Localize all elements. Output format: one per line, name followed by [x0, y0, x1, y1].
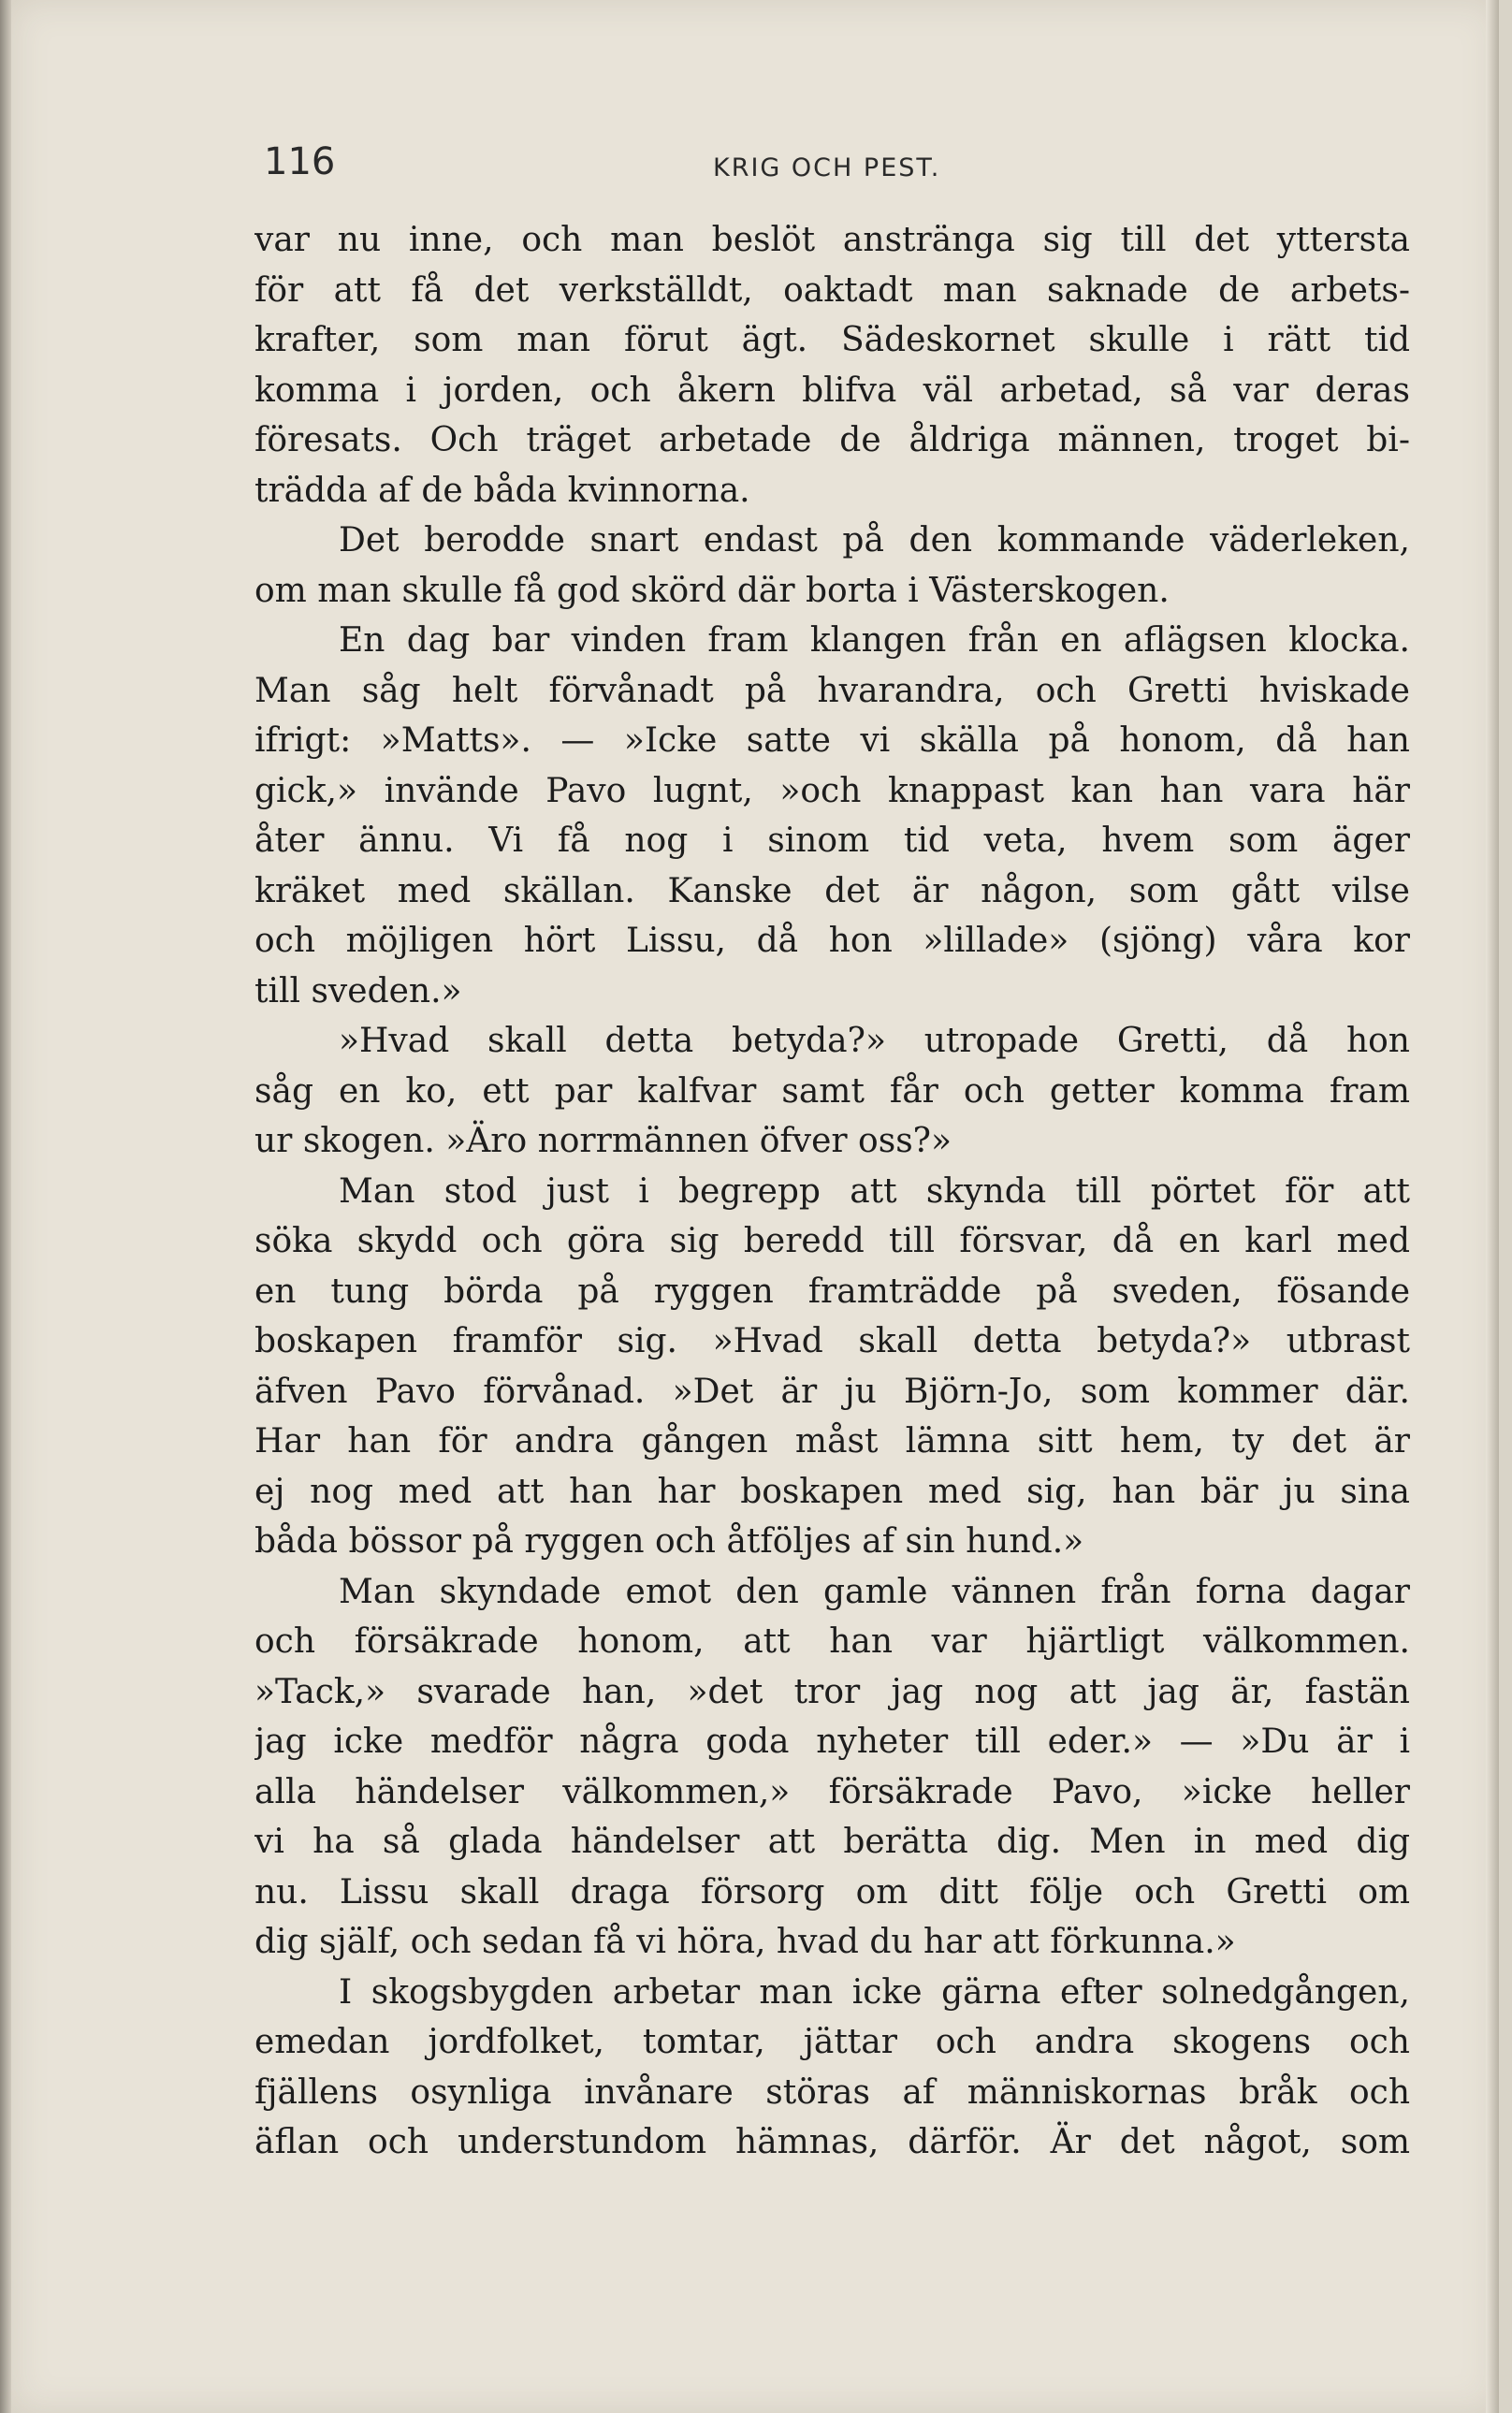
text-line: emedan jordfolket, tomtar, jättar och andra skogens och	[254, 2023, 1410, 2061]
text-line: ifrigt: »Matts». — »Icke satte vi skälla på honom, då han	[254, 721, 1410, 760]
text-line: I skogsbygden arbetar man icke gärna efter solnedgången,	[339, 1972, 1410, 2012]
text-line: föresats. Och träget arbetade de åldriga männen, troget bi-	[254, 421, 1410, 459]
text-line: båda bössor på ryggen och åtföljes af sin hund.»	[254, 1522, 1084, 1561]
text-line: Har han för andra gången måst lämna sitt hem, ty det är	[254, 1422, 1410, 1461]
text-line: ej nog med att han har boskapen med sig, han bär ju sina	[254, 1472, 1410, 1511]
text-line: Man stod just i begrepp att skynda till pörtet för att	[339, 1171, 1410, 1211]
text-line: om man skulle få god skörd där borta i Västerskogen.	[254, 571, 1170, 610]
text-line: »Tack,» svarade han, »det tror jag nog att jag är, fastän	[254, 1672, 1410, 1711]
text-line: trädda af de båda kvinnorna.	[254, 471, 750, 510]
text-line: för att få det verkställdt, oaktadt man saknade de arbets-	[254, 270, 1410, 310]
text-line: äfven Pavo förvånad. »Det är ju Björn-Jo, som kommer där.	[254, 1372, 1410, 1411]
body-text	[254, 215, 1410, 2168]
text-line: nu. Lissu skall draga försorg om ditt följe och Gretti om	[254, 1872, 1410, 1912]
text-line: »Hvad skall detta betyda?» utropade Gretti, då hon	[339, 1022, 1410, 1060]
page-edge	[1486, 0, 1499, 2413]
text-line: En dag bar vinden fram klangen från en aflägsen klocka.	[339, 621, 1410, 660]
text-line: söka skydd och göra sig beredd till försvar, då en karl med	[254, 1222, 1410, 1260]
text-line: en tung börda på ryggen framträdde på sveden, fösande	[254, 1272, 1410, 1311]
text-line: gick,» invände Pavo lugnt, »och knappast kan han vara här	[254, 771, 1410, 810]
text-line: Man såg helt förvånadt på hvarandra, och Gretti hviskade	[254, 671, 1410, 710]
text-line: äflan och understundom hämnas, därför. Är det något, som	[254, 2123, 1410, 2161]
text-line: fjällens osynliga invånare störas af människornas bråk och	[254, 2072, 1410, 2112]
text-line: Det berodde snart endast på den kommande väderleken,	[339, 521, 1410, 560]
text-line: boskapen framför sig. »Hvad skall detta betyda?» utbrast	[254, 1322, 1410, 1360]
page-number: 116	[264, 140, 336, 183]
text-line: Man skyndade emot den gamle vännen från forna dagar	[339, 1572, 1410, 1611]
text-line: komma i jorden, och åkern blifva väl arbetad, så var deras	[254, 371, 1410, 410]
page-header	[264, 140, 1415, 196]
book-page	[11, 0, 1499, 2413]
text-line: dig själf, och sedan få vi höra, hvad du har att förkunna.»	[254, 1923, 1236, 1961]
text-line: till sveden.»	[254, 971, 462, 1010]
text-line: ur skogen. »Äro norrmännen öfver oss?»	[254, 1122, 952, 1160]
text-line: krafter, som man förut ägt. Sädeskornet skulle i rätt tid	[254, 321, 1410, 359]
text-line: åter ännu. Vi få nog i sinom tid veta, hvem som äger	[254, 821, 1410, 860]
text-line: alla händelser välkommen,» försäkrade Pavo, »icke heller	[254, 1772, 1410, 1811]
text-line: och möjligen hört Lissu, då hon »lillade» (sjöng) våra kor	[254, 922, 1410, 960]
text-line: var nu inne, och man beslöt anstränga sig till det yttersta	[254, 221, 1410, 259]
text-line: såg en ko, ett par kalfvar samt får och getter komma fram	[254, 1071, 1410, 1111]
running-title: KRIG OCH PEST.	[713, 153, 941, 182]
binding-edge	[0, 0, 11, 2413]
text-line: jag icke medför några goda nyheter till eder.» — »Du är i	[254, 1723, 1410, 1761]
text-line: kräket med skällan. Kanske det är någon, som gått vilse	[254, 871, 1410, 910]
text-line: och försäkrade honom, att han var hjärtligt välkommen.	[254, 1622, 1410, 1661]
text-line: vi ha så glada händelser att berätta dig. Men in med dig	[254, 1823, 1410, 1861]
